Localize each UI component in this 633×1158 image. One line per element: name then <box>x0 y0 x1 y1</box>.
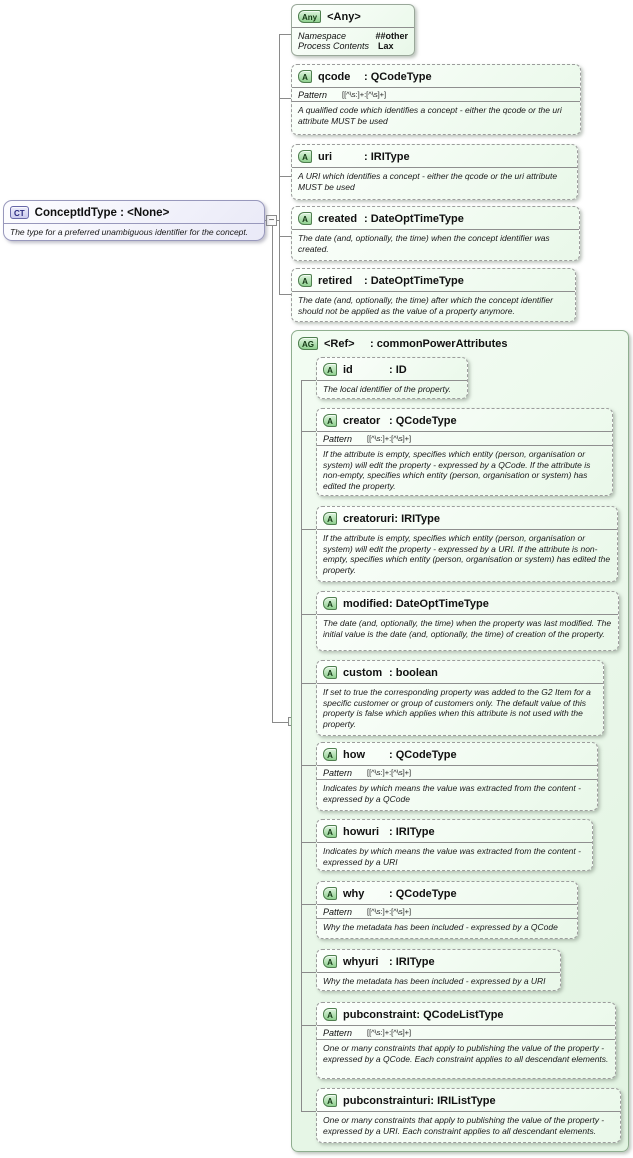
attribute-badge: A <box>323 512 337 525</box>
pattern-value: [[^\s:]+:[^\s]+] <box>342 90 387 99</box>
attribute-description: Why the metadata has been included - expressed by a QCode <box>323 922 558 932</box>
attribute-description: A URI which identifies a concept - either the qcode or the uri attribute MUST be used <box>298 171 558 192</box>
attribute-box-created[interactable] <box>291 206 580 261</box>
connector-line <box>301 529 316 530</box>
attribute-name: custom <box>343 666 383 679</box>
attribute-description: The date (and, optionally, the time) after which the concept identifier should not be applied as the value of a property anymore. <box>298 295 553 316</box>
attribute-box-howuri[interactable] <box>316 819 593 871</box>
attribute-group-box[interactable] <box>291 330 629 1152</box>
attribute-name: id <box>343 363 353 376</box>
pattern-label: Pattern <box>323 906 353 917</box>
attribute-description: One or many constraints that apply to publishing the value of the property - expressed by a URI. Each constraint applies to all descendant elements. <box>323 1115 605 1136</box>
attribute-name: creator <box>343 414 381 427</box>
connector-trunk <box>272 226 273 722</box>
attribute-badge: A <box>298 70 312 83</box>
attribute-type: : DateOptTimeType <box>389 597 489 610</box>
attribute-header <box>317 507 617 530</box>
attribute-box-custom[interactable] <box>316 660 604 736</box>
attribute-type: : QCodeType <box>364 70 432 83</box>
attribute-header <box>292 65 580 88</box>
attribute-type: : ID <box>389 363 407 376</box>
any-header <box>292 5 414 28</box>
connector-line <box>301 683 316 684</box>
attribute-name: pubconstraint <box>343 1008 417 1021</box>
attribute-name: qcode <box>318 70 351 83</box>
attribute-description: The date (and, optionally, the time) when the property was last modified. The initial value is the date (and, optionally, the time) of creation of the property. <box>323 618 612 639</box>
attribute-badge: A <box>323 414 337 427</box>
pattern-row <box>317 766 597 780</box>
attribute-box-id[interactable] <box>316 357 468 399</box>
attribute-type: : IRIType <box>394 512 440 525</box>
attribute-group-badge: AG <box>298 337 318 350</box>
attribute-name: created <box>318 212 358 225</box>
attribute-badge: A <box>323 1008 337 1021</box>
attribute-description: Indicates by which means the value was extracted from the content - expressed by a QCode <box>323 783 581 804</box>
attribute-description: If the attribute is empty, specifies which entity (person, organisation or system) will edit the property - expressed by a QCode. If the attribute is non-empty, specifies which entity (person, organisation or system) has edited the property. <box>323 449 591 491</box>
attribute-type: : IRIType <box>389 825 435 838</box>
attribute-badge: A <box>323 597 337 610</box>
complextype-badge: CT <box>10 206 29 219</box>
attribute-box-retired[interactable] <box>291 268 576 322</box>
attribute-type: : DateOptTimeType <box>364 274 464 287</box>
attribute-type: : QCodeListType <box>416 1008 504 1021</box>
attribute-badge: A <box>298 150 312 163</box>
attribute-badge: A <box>323 748 337 761</box>
minus-icon: − <box>268 215 275 226</box>
connector-line <box>301 765 316 766</box>
attribute-badge: A <box>323 887 337 900</box>
attribute-box-creator[interactable] <box>316 408 613 496</box>
attribute-type: : boolean <box>389 666 438 679</box>
attribute-header <box>317 1003 615 1026</box>
attribute-description: A qualified code which identifies a concept - either the qcode or the uri attribute MUST be used <box>298 105 562 126</box>
attribute-name: how <box>343 748 365 761</box>
connector-line <box>279 34 291 35</box>
connector-line <box>301 904 316 905</box>
attribute-badge: A <box>298 274 312 287</box>
attribute-name: howuri <box>343 825 380 838</box>
attribute-description: The date (and, optionally, the time) when the concept identifier was created. <box>298 233 550 254</box>
any-row <box>298 41 408 51</box>
property-label: Namespace <box>298 31 347 41</box>
attribute-description: The local identifier of the property. <box>323 384 451 394</box>
attribute-name: pubconstrainturi <box>343 1094 431 1107</box>
attribute-box-pubconstrainturi[interactable] <box>316 1088 621 1143</box>
attribute-header <box>317 358 467 381</box>
any-properties <box>292 28 414 54</box>
complextype-header <box>4 201 264 224</box>
attribute-name: retired <box>318 274 353 287</box>
connector-line <box>301 1025 316 1026</box>
pattern-row <box>317 1026 615 1040</box>
complextype-description: The type for a preferred unambiguous identifier for the concept. <box>10 227 249 237</box>
pattern-row <box>317 432 612 446</box>
attribute-type: : IRIListType <box>430 1094 496 1107</box>
attribute-badge: A <box>323 666 337 679</box>
attribute-badge: A <box>323 825 337 838</box>
pattern-value: [[^\s:]+:[^\s]+] <box>367 1028 412 1037</box>
pattern-value: [[^\s:]+:[^\s]+] <box>367 434 412 443</box>
attribute-box-qcode[interactable] <box>291 64 581 135</box>
property-value: ##other <box>375 31 408 41</box>
attribute-badge: A <box>323 363 337 376</box>
attribute-header <box>292 269 575 292</box>
connector-line <box>301 380 316 381</box>
attribute-name: whyuri <box>343 955 379 968</box>
attribute-header <box>317 820 592 843</box>
attribute-type: : QCodeType <box>389 414 457 427</box>
connector-trunk <box>279 34 280 295</box>
connector-line <box>301 842 316 843</box>
attribute-description: If set to true the corresponding property was added to the G2 Item for a specific customer or group of customers only. The default value of this property is false which applies when this attribute is not used with the property. <box>323 687 591 729</box>
attribute-type: : IRIType <box>364 150 410 163</box>
property-label: Process Contents <box>298 41 370 51</box>
attribute-box-pubconstraint[interactable] <box>316 1002 616 1079</box>
attribute-box-how[interactable] <box>316 742 598 811</box>
attribute-box-whyuri[interactable] <box>316 949 561 991</box>
pattern-label: Pattern <box>323 767 353 778</box>
attribute-badge: A <box>323 1094 337 1107</box>
any-title: <Any> <box>327 10 361 23</box>
attribute-header <box>317 882 577 905</box>
attribute-type: : IRIType <box>389 955 435 968</box>
attribute-description: Why the metadata has been included - expressed by a URI <box>323 976 546 986</box>
pattern-row <box>292 88 580 102</box>
attribute-group-name: <Ref> <box>324 337 355 350</box>
complextype-title: ConceptIdType : <None> <box>34 206 170 219</box>
connector-line <box>279 98 291 99</box>
attribute-box-why[interactable] <box>316 881 578 939</box>
attribute-name: creatoruri <box>343 512 395 525</box>
attribute-header <box>317 950 560 973</box>
pattern-value: [[^\s:]+:[^\s]+] <box>367 907 412 916</box>
connector-line <box>301 1111 316 1112</box>
attribute-badge: A <box>323 955 337 968</box>
pattern-label: Pattern <box>298 89 328 100</box>
pattern-label: Pattern <box>323 1027 353 1038</box>
any-row <box>298 31 408 41</box>
attribute-header <box>317 409 612 432</box>
attribute-description: If the attribute is empty, specifies which entity (person, organisation or system) will edit the property - expressed by a URI. If the attribute is non-empty, specifies which entity (person, organisation or system) has edited the property. <box>323 533 611 575</box>
attribute-header <box>317 743 597 766</box>
connector-line <box>301 972 316 973</box>
property-value: Lax <box>378 41 394 51</box>
attribute-header <box>292 207 579 230</box>
attribute-type: : QCodeType <box>389 748 457 761</box>
attribute-header <box>317 592 618 615</box>
attribute-type: : QCodeType <box>389 887 457 900</box>
connector-trunk <box>301 380 302 1112</box>
attribute-type: : DateOptTimeType <box>364 212 464 225</box>
attribute-box-modified[interactable] <box>316 591 619 651</box>
attribute-group-type: : commonPowerAttributes <box>370 337 508 350</box>
attribute-description: One or many constraints that apply to publishing the value of the property - expressed by a QCode. Each constraint applies to all descendant elements. <box>323 1043 609 1064</box>
attribute-header <box>317 1089 620 1112</box>
attribute-name: modified <box>343 597 389 610</box>
any-badge: Any <box>298 10 321 23</box>
attribute-name: why <box>343 887 365 900</box>
attribute-badge: A <box>298 212 312 225</box>
attribute-box-creatoruri[interactable] <box>316 506 618 582</box>
any-box[interactable] <box>291 4 415 56</box>
attribute-description: Indicates by which means the value was extracted from the content - expressed by a URI <box>323 846 581 867</box>
connector-line <box>279 294 291 295</box>
attribute-name: uri <box>318 150 333 163</box>
connector-line <box>279 176 291 177</box>
pattern-row <box>317 905 577 919</box>
complextype-box[interactable] <box>3 200 265 241</box>
attribute-header <box>292 145 577 168</box>
connector-line <box>279 236 291 237</box>
attribute-header <box>317 661 603 684</box>
attribute-box-uri[interactable] <box>291 144 578 200</box>
pattern-value: [[^\s:]+:[^\s]+] <box>367 768 412 777</box>
connector-line <box>301 431 316 432</box>
attribute-group-header <box>292 331 628 356</box>
pattern-label: Pattern <box>323 433 353 444</box>
connector-line <box>301 614 316 615</box>
collapse-toggle[interactable] <box>266 215 277 226</box>
